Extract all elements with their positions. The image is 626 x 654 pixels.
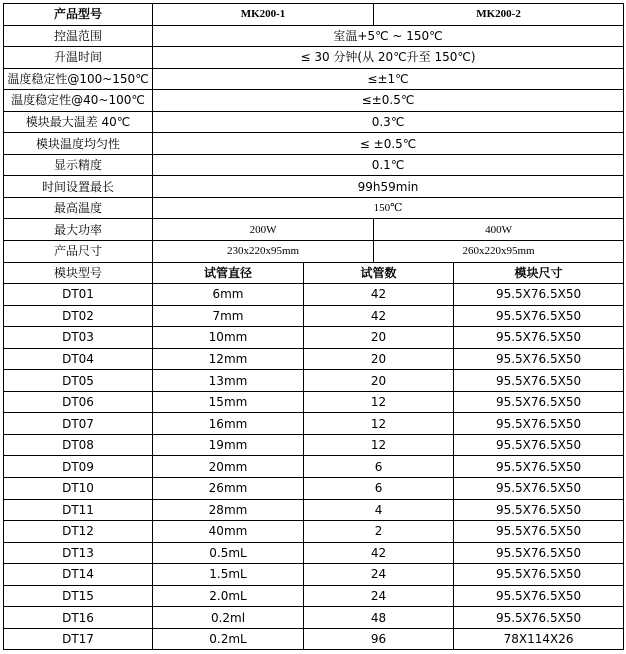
spec-label: 时间设置最长 xyxy=(4,176,153,198)
module-size: 95.5X76.5X50 xyxy=(454,564,624,586)
spec-value-model-1: 230x220x95mm xyxy=(153,241,374,263)
module-tube-count: 12 xyxy=(304,413,454,435)
module-tube-count: 42 xyxy=(304,305,454,327)
module-diameter: 12mm xyxy=(153,348,304,370)
model-1: MK200-1 xyxy=(153,4,374,26)
module-model: DT11 xyxy=(4,499,153,521)
module-tube-count: 48 xyxy=(304,607,454,629)
spec-value: 0.3℃ xyxy=(153,111,624,133)
module-model: DT03 xyxy=(4,327,153,349)
spec-value: ≤±1℃ xyxy=(153,68,624,90)
module-tube-count: 20 xyxy=(304,348,454,370)
module-model: DT10 xyxy=(4,478,153,500)
spec-label: 最高温度 xyxy=(4,197,153,219)
module-diameter: 0.2mL xyxy=(153,628,304,650)
module-tube-count: 24 xyxy=(304,585,454,607)
module-tube-count: 6 xyxy=(304,456,454,478)
module-diameter: 7mm xyxy=(153,305,304,327)
module-row xyxy=(4,478,624,500)
spec-row-display-precision xyxy=(4,154,624,176)
module-header-model: 模块型号 xyxy=(4,262,153,284)
module-model: DT07 xyxy=(4,413,153,435)
spec-row-stability-high xyxy=(4,68,624,90)
module-tube-count: 42 xyxy=(304,542,454,564)
spec-table-container xyxy=(3,3,624,650)
module-size: 95.5X76.5X50 xyxy=(454,327,624,349)
spec-label: 显示精度 xyxy=(4,154,153,176)
spec-row-max-power xyxy=(4,219,624,241)
spec-value: 150℃ xyxy=(153,197,624,219)
spec-value-model-2: 400W xyxy=(374,219,624,241)
spec-row-max-time xyxy=(4,176,624,198)
spec-value: ≤ ±0.5℃ xyxy=(153,133,624,155)
module-size: 95.5X76.5X50 xyxy=(454,413,624,435)
module-diameter: 6mm xyxy=(153,284,304,306)
module-size: 95.5X76.5X50 xyxy=(454,370,624,392)
module-header-row xyxy=(4,262,624,284)
module-model: DT05 xyxy=(4,370,153,392)
spec-label: 控温范围 xyxy=(4,25,153,47)
spec-label: 产品尺寸 xyxy=(4,241,153,263)
header-row xyxy=(4,4,624,26)
spec-label: 模块温度均匀性 xyxy=(4,133,153,155)
model-2: MK200-2 xyxy=(374,4,624,26)
module-diameter: 40mm xyxy=(153,521,304,543)
module-size: 95.5X76.5X50 xyxy=(454,607,624,629)
module-header-diameter: 试管直径 xyxy=(153,262,304,284)
module-size: 95.5X76.5X50 xyxy=(454,434,624,456)
module-header-count: 试管数 xyxy=(304,262,454,284)
module-model: DT08 xyxy=(4,434,153,456)
spec-value: ≤±0.5℃ xyxy=(153,90,624,112)
spec-table xyxy=(3,3,624,650)
module-row xyxy=(4,391,624,413)
module-diameter: 10mm xyxy=(153,327,304,349)
spec-label: 温度稳定性@100~150℃ xyxy=(4,68,153,90)
module-row xyxy=(4,542,624,564)
module-row xyxy=(4,370,624,392)
module-row xyxy=(4,434,624,456)
module-row xyxy=(4,327,624,349)
module-size: 95.5X76.5X50 xyxy=(454,305,624,327)
module-row xyxy=(4,348,624,370)
spec-value-model-2: 260x220x95mm xyxy=(374,241,624,263)
module-diameter: 28mm xyxy=(153,499,304,521)
module-row xyxy=(4,456,624,478)
module-model: DT12 xyxy=(4,521,153,543)
module-tube-count: 24 xyxy=(304,564,454,586)
module-row xyxy=(4,521,624,543)
module-model: DT01 xyxy=(4,284,153,306)
module-tube-count: 42 xyxy=(304,284,454,306)
spec-row-uniformity xyxy=(4,133,624,155)
module-size: 95.5X76.5X50 xyxy=(454,585,624,607)
module-model: DT04 xyxy=(4,348,153,370)
spec-row-max-diff xyxy=(4,111,624,133)
module-size: 95.5X76.5X50 xyxy=(454,478,624,500)
spec-row-stability-low xyxy=(4,90,624,112)
module-diameter: 13mm xyxy=(153,370,304,392)
spec-row-max-temp xyxy=(4,197,624,219)
module-row xyxy=(4,499,624,521)
module-size: 95.5X76.5X50 xyxy=(454,348,624,370)
module-tube-count: 12 xyxy=(304,434,454,456)
module-row xyxy=(4,305,624,327)
module-diameter: 0.5mL xyxy=(153,542,304,564)
spec-label: 升温时间 xyxy=(4,47,153,69)
module-tube-count: 20 xyxy=(304,327,454,349)
module-row xyxy=(4,607,624,629)
spec-value: ≤ 30 分钟(从 20℃升至 150℃) xyxy=(153,47,624,69)
module-size: 95.5X76.5X50 xyxy=(454,542,624,564)
spec-label: 模块最大温差 40℃ xyxy=(4,111,153,133)
module-tube-count: 4 xyxy=(304,499,454,521)
module-size: 95.5X76.5X50 xyxy=(454,284,624,306)
module-row xyxy=(4,413,624,435)
module-model: DT16 xyxy=(4,607,153,629)
module-model: DT13 xyxy=(4,542,153,564)
module-tube-count: 6 xyxy=(304,478,454,500)
module-diameter: 1.5mL xyxy=(153,564,304,586)
module-size: 95.5X76.5X50 xyxy=(454,456,624,478)
module-diameter: 2.0mL xyxy=(153,585,304,607)
module-diameter: 20mm xyxy=(153,456,304,478)
module-model: DT06 xyxy=(4,391,153,413)
module-row xyxy=(4,564,624,586)
module-model: DT17 xyxy=(4,628,153,650)
module-tube-count: 12 xyxy=(304,391,454,413)
module-size: 95.5X76.5X50 xyxy=(454,499,624,521)
spec-value-model-1: 200W xyxy=(153,219,374,241)
module-header-size: 模块尺寸 xyxy=(454,262,624,284)
module-diameter: 16mm xyxy=(153,413,304,435)
spec-row-heating-time xyxy=(4,47,624,69)
spec-label: 温度稳定性@40~100℃ xyxy=(4,90,153,112)
spec-value: 室温+5℃ ~ 150℃ xyxy=(153,25,624,47)
module-diameter: 0.2ml xyxy=(153,607,304,629)
spec-value: 99h59min xyxy=(153,176,624,198)
module-tube-count: 20 xyxy=(304,370,454,392)
module-tube-count: 96 xyxy=(304,628,454,650)
spec-row-temp-range xyxy=(4,25,624,47)
spec-row-size xyxy=(4,241,624,263)
module-size: 95.5X76.5X50 xyxy=(454,391,624,413)
header-label: 产品型号 xyxy=(4,4,153,26)
module-size: 78X114X26 xyxy=(454,628,624,650)
module-row xyxy=(4,585,624,607)
module-model: DT14 xyxy=(4,564,153,586)
spec-label: 最大功率 xyxy=(4,219,153,241)
spec-value: 0.1℃ xyxy=(153,154,624,176)
module-diameter: 26mm xyxy=(153,478,304,500)
module-model: DT02 xyxy=(4,305,153,327)
module-tube-count: 2 xyxy=(304,521,454,543)
module-size: 95.5X76.5X50 xyxy=(454,521,624,543)
module-diameter: 15mm xyxy=(153,391,304,413)
module-diameter: 19mm xyxy=(153,434,304,456)
module-model: DT15 xyxy=(4,585,153,607)
module-model: DT09 xyxy=(4,456,153,478)
module-row xyxy=(4,284,624,306)
module-row xyxy=(4,628,624,650)
